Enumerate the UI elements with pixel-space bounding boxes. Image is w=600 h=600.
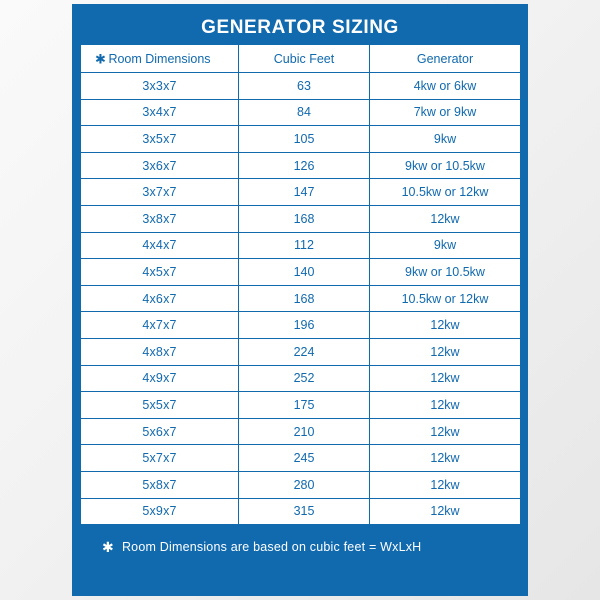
table-row (81, 392, 521, 419)
cell-cubic-feet: 245 (239, 445, 370, 472)
cell-cubic-feet: 84 (239, 99, 370, 126)
table-row (81, 73, 521, 100)
cell-generator: 10.5kw or 12kw (370, 285, 521, 312)
table-row (81, 365, 521, 392)
cell-cubic-feet: 175 (239, 392, 370, 419)
column-header-cubic-feet: Cubic Feet (239, 45, 370, 73)
cell-room-dimensions: 4x4x7 (81, 232, 239, 259)
table-row (81, 205, 521, 232)
table-row (81, 259, 521, 286)
cell-generator: 12kw (370, 205, 521, 232)
card-header (80, 12, 520, 44)
cell-room-dimensions: 4x5x7 (81, 259, 239, 286)
cell-generator: 12kw (370, 338, 521, 365)
cell-generator: 4kw or 6kw (370, 73, 521, 100)
cell-room-dimensions: 5x5x7 (81, 392, 239, 419)
table-body (81, 73, 521, 525)
cell-generator: 12kw (370, 498, 521, 525)
cell-cubic-feet: 224 (239, 338, 370, 365)
cell-room-dimensions: 5x7x7 (81, 445, 239, 472)
cell-generator: 10.5kw or 12kw (370, 179, 521, 206)
footnote (80, 525, 520, 569)
cell-room-dimensions: 3x8x7 (81, 205, 239, 232)
asterisk-icon: ✱ (102, 539, 114, 556)
cell-cubic-feet: 63 (239, 73, 370, 100)
cell-room-dimensions: 3x5x7 (81, 126, 239, 153)
cell-generator: 12kw (370, 392, 521, 419)
cell-room-dimensions: 4x8x7 (81, 338, 239, 365)
table-row (81, 312, 521, 339)
sizing-table-container (80, 44, 520, 525)
cell-generator: 9kw or 10.5kw (370, 152, 521, 179)
asterisk-icon: ✱ (95, 51, 106, 66)
cell-cubic-feet: 210 (239, 418, 370, 445)
table-row (81, 285, 521, 312)
table-row (81, 445, 521, 472)
footnote-text: Room Dimensions are based on cubic feet = WxLxH (121, 540, 422, 555)
cell-cubic-feet: 196 (239, 312, 370, 339)
column-header-room-dimensions-label: Room Dimensions (108, 51, 211, 66)
cell-room-dimensions: 5x6x7 (81, 418, 239, 445)
cell-generator: 12kw (370, 312, 521, 339)
column-header-room-dimensions (81, 45, 239, 73)
table-row (81, 179, 521, 206)
cell-room-dimensions: 3x7x7 (81, 179, 239, 206)
cell-cubic-feet: 252 (239, 365, 370, 392)
cell-generator: 12kw (370, 365, 521, 392)
cell-cubic-feet: 105 (239, 126, 370, 153)
cell-cubic-feet: 112 (239, 232, 370, 259)
cell-generator: 9kw (370, 126, 521, 153)
generator-sizing-table (80, 44, 521, 525)
table-row (81, 126, 521, 153)
table-header-row (81, 45, 521, 73)
cell-cubic-feet: 315 (239, 498, 370, 525)
table-row (81, 99, 521, 126)
cell-cubic-feet: 168 (239, 285, 370, 312)
cell-cubic-feet: 126 (239, 152, 370, 179)
generator-sizing-card (72, 4, 528, 596)
cell-cubic-feet: 280 (239, 471, 370, 498)
cell-generator: 12kw (370, 471, 521, 498)
cell-generator: 9kw (370, 232, 521, 259)
table-row (81, 418, 521, 445)
cell-room-dimensions: 3x4x7 (81, 99, 239, 126)
table-row (81, 152, 521, 179)
cell-cubic-feet: 168 (239, 205, 370, 232)
cell-room-dimensions: 4x6x7 (81, 285, 239, 312)
table-row (81, 338, 521, 365)
cell-generator: 7kw or 9kw (370, 99, 521, 126)
cell-room-dimensions: 4x9x7 (81, 365, 239, 392)
page-title: GENERATOR SIZING (201, 17, 399, 38)
cell-room-dimensions: 5x8x7 (81, 471, 239, 498)
cell-generator: 9kw or 10.5kw (370, 259, 521, 286)
cell-cubic-feet: 140 (239, 259, 370, 286)
cell-room-dimensions: 3x3x7 (81, 73, 239, 100)
table-head (81, 45, 521, 73)
column-header-generator: Generator (370, 45, 521, 73)
cell-cubic-feet: 147 (239, 179, 370, 206)
cell-room-dimensions: 3x6x7 (81, 152, 239, 179)
cell-generator: 12kw (370, 418, 521, 445)
table-row (81, 232, 521, 259)
table-row (81, 471, 521, 498)
cell-room-dimensions: 4x7x7 (81, 312, 239, 339)
cell-generator: 12kw (370, 445, 521, 472)
table-row (81, 498, 521, 525)
cell-room-dimensions: 5x9x7 (81, 498, 239, 525)
